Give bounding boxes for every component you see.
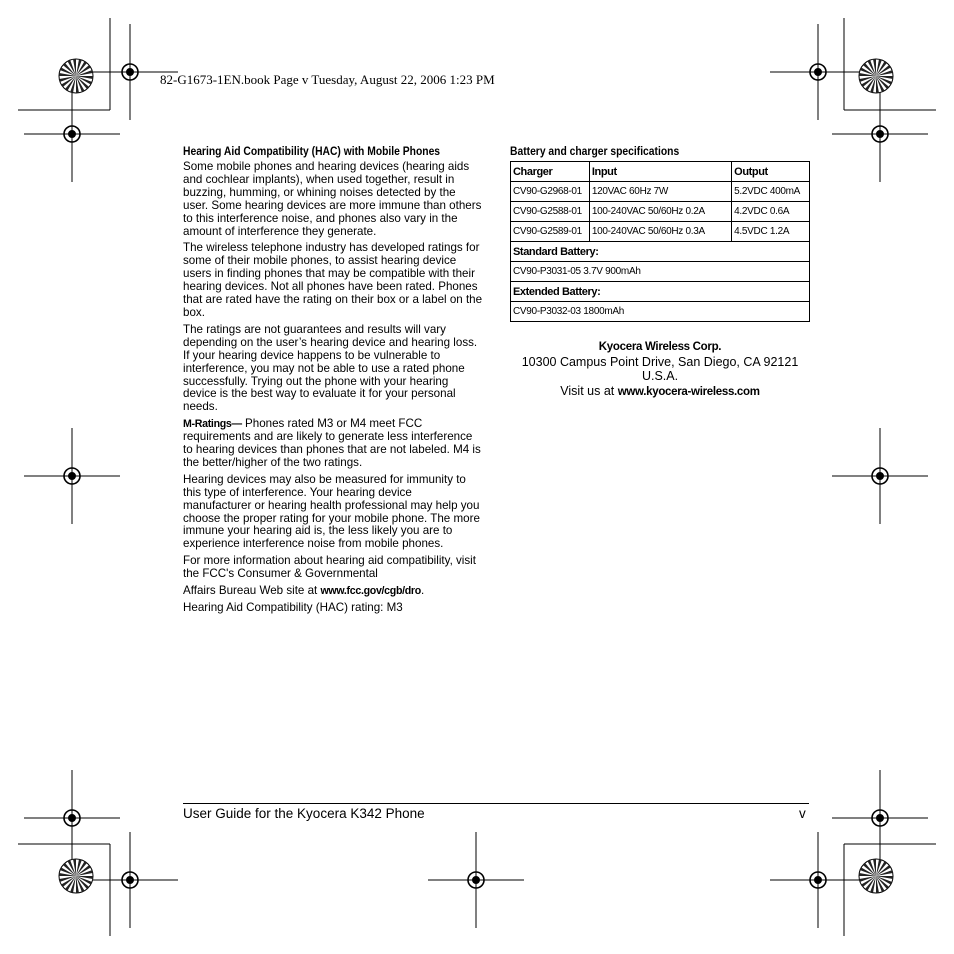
hac-paragraph-5: Hearing devices may also be measured for immunity to this type of interference. Your hearing device manufacturer or hearing health professional may help you choose the proper rating for your mobile phone. The more immune your hearing aid is, the less likely you are to experience interference noise from mobile phones. (183, 472, 480, 551)
registration-mark (832, 86, 928, 182)
extended-battery-label: Extended Battery: (511, 282, 810, 302)
starburst-mark (859, 59, 893, 93)
table-row (511, 182, 810, 202)
fcc-link[interactable]: www.fcc.gov/cgb/dro (320, 585, 421, 598)
hac-paragraph-6: For more information about hearing aid compatibility, visit the FCC's Consumer & Governmental (183, 554, 476, 581)
extended-battery-value: CV90-P3032-03 1800mAh (511, 302, 810, 322)
hac-section (183, 144, 483, 619)
registration-mark (770, 24, 866, 120)
registration-mark (428, 832, 524, 928)
extended-battery-label-row (511, 282, 810, 302)
registration-mark (82, 832, 178, 928)
visit-pre: Visit us at (560, 383, 618, 398)
standard-battery-label: Standard Battery: (511, 242, 810, 262)
starburst-mark (59, 859, 93, 893)
standard-battery-row (511, 262, 810, 282)
hac-paragraph-1: Some mobile phones and hearing devices (hearing aids and cochlear implants), when used together, result in buzzing, humming, or whining noises detected by the user. Some hearing devices are more immune than others to this interference noise, and phones also vary in the amount of interference they generate. (183, 160, 482, 238)
print-stamp: 82-G1673-1EN.book Page v Tuesday, August 22, 2006 1:23 PM (160, 72, 495, 87)
fcc-link-pre: Affairs Bureau Web site at (183, 584, 321, 598)
hac-title: Hearing Aid Compatibility (HAC) with Mobile Phones (183, 144, 441, 158)
registration-mark (24, 770, 120, 866)
registration-mark (770, 832, 866, 928)
charger-cell: CV90-G2968-01 (511, 182, 590, 202)
charger-cell: CV90-G2589-01 (511, 222, 590, 242)
header-charger: Charger (511, 162, 590, 182)
header-input: Input (589, 162, 731, 182)
battery-title: Battery and charger specifications (510, 144, 680, 158)
battery-section (510, 144, 810, 399)
output-cell: 4.2VDC 0.6A (732, 202, 810, 222)
company-address: 10300 Campus Point Drive, San Diego, CA 92121 (521, 354, 799, 369)
company-website-link[interactable]: www.kyocera-wireless.com (617, 385, 760, 398)
input-cell: 100-240VAC 50/60Hz 0.2A (589, 202, 731, 222)
company-country: U.S.A. (641, 369, 679, 383)
hac-paragraph-3: The ratings are not guarantees and results will vary depending on the user’s hearing device and hearing loss. If your hearing device happens to be vulnerable to interference, you may not be able to use a rated phone successfully. Trying out the phone with your hearing device is the best way to evaluate it for your personal needs. (183, 322, 478, 414)
starburst-mark (59, 59, 93, 93)
charger-cell: CV90-G2588-01 (511, 202, 590, 222)
footer-title: User Guide for the Kyocera K342 Phone (183, 806, 425, 821)
fcc-link-post: . (420, 584, 425, 598)
standard-battery-value: CV90-P3031-05 3.7V 900mAh (511, 262, 810, 282)
hac-paragraph-2: The wireless telephone industry has developed ratings for some of their mobile phones, to assist hearing device users in finding phones that may be compatible with their hearing devices. Not all phones have been rated. Phones that are rated have the rating on their box or a label on the box. (183, 241, 483, 319)
m-ratings-paragraph (183, 418, 483, 470)
output-cell: 4.5VDC 1.2A (732, 222, 810, 242)
registration-mark (24, 86, 120, 182)
table-row (511, 202, 810, 222)
table-header-row (511, 162, 810, 182)
company-name: Kyocera Wireless Corp. (598, 341, 722, 353)
registration-mark (832, 770, 928, 866)
header-output: Output (732, 162, 810, 182)
company-block (510, 340, 810, 399)
table-row (511, 222, 810, 242)
registration-mark (832, 428, 928, 524)
registration-mark (24, 428, 120, 524)
output-cell: 5.2VDC 400mA (732, 182, 810, 202)
starburst-mark (859, 859, 893, 893)
company-visit (510, 384, 810, 400)
extended-battery-row (511, 302, 810, 322)
input-cell: 120VAC 60Hz 7W (589, 182, 731, 202)
m-ratings-lead: M-Ratings— (183, 418, 242, 431)
spec-table (510, 161, 810, 322)
m-ratings-text: Phones rated M3 or M4 meet FCC requirements and are likely to generate less interference to hearing devices than phones that are not labeled. M4 is the better/higher of the two ratings. (183, 417, 481, 469)
fcc-link-paragraph (183, 585, 483, 598)
hac-rating: Hearing Aid Compatibility (HAC) rating: M3 (183, 601, 403, 614)
standard-battery-label-row (511, 242, 810, 262)
footer-rule (183, 803, 809, 804)
input-cell: 100-240VAC 50/60Hz 0.3A (589, 222, 731, 242)
page-number: v (799, 806, 806, 821)
